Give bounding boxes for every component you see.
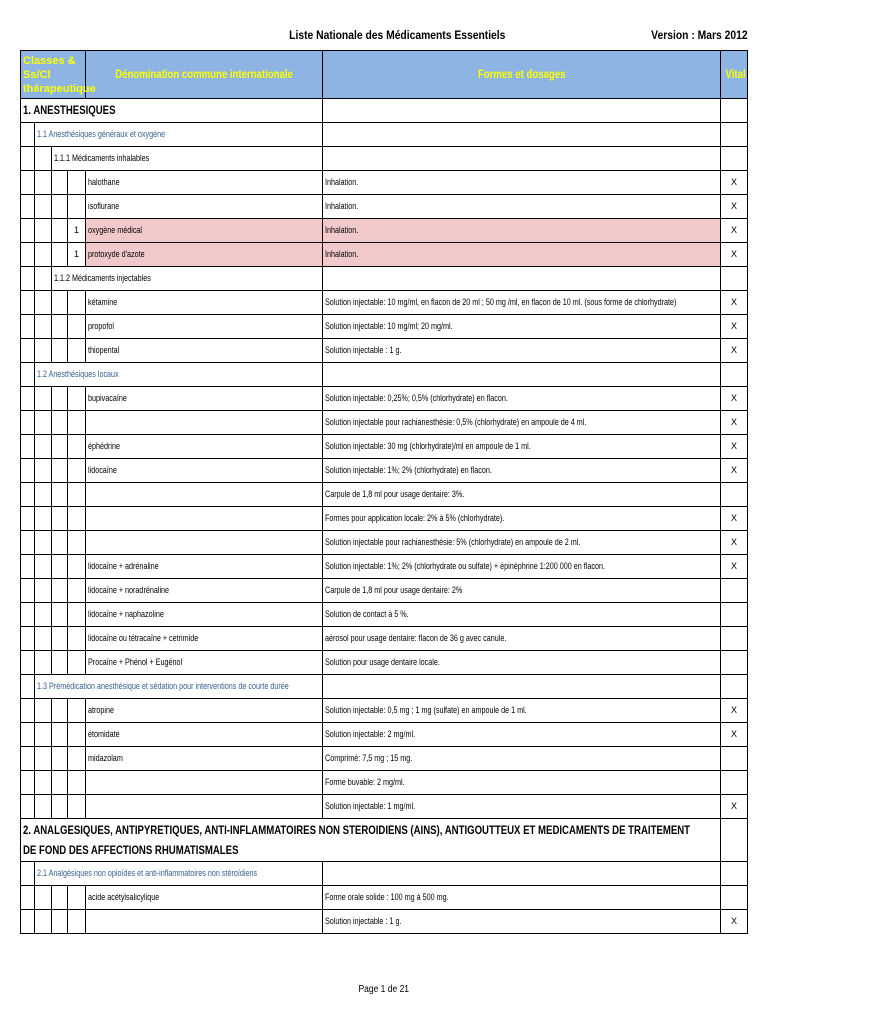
forme-cell: Solution injectable pour rachianesthésie: 5% (chlorhydrate) en ampoule de 2 ml. (325, 537, 581, 547)
forme-cell: Inhalation. (325, 225, 359, 235)
subsection-title: 1.2 Anesthésiques locaux (37, 369, 119, 379)
vital-mark: X (731, 441, 738, 451)
forme-cell: Solution injectable: 1 mg/ml. (325, 801, 416, 811)
table-row (21, 651, 748, 675)
subsubsection-row (21, 147, 748, 171)
forme-cell: Solution pour usage dentaire locale. (325, 657, 440, 667)
forme-cell: Solution injectable: 2 mg/ml. (325, 729, 416, 739)
forme-cell: Comprimé: 7,5 mg ; 15 mg. (325, 753, 413, 763)
table-row (21, 315, 748, 339)
dci-cell: atropine (88, 705, 115, 715)
forme-cell: Carpule de 1,8 ml pour usage dentaire: 2% (325, 585, 463, 595)
footnote-marker: 1 (74, 225, 80, 235)
section-title: 2. ANALGESIQUES, ANTIPYRETIQUES, ANTI-INFLAMMATOIRES NON STEROIDIENS (AINS), ANTIGOUTTEUX ET MEDICAMENTS DE TRAITEMENT DE FOND DES AFFECTIONS RHUMATISMALES (23, 823, 691, 857)
subsection-row (21, 123, 748, 147)
vital-mark: X (731, 201, 738, 211)
table-row (21, 339, 748, 363)
section-row (21, 819, 748, 862)
forme-cell: Inhalation. (325, 177, 359, 187)
table-row (21, 219, 748, 243)
dci-cell: propofol (88, 321, 115, 331)
forme-cell: Forme orale solide : 100 mg à 500 mg. (325, 892, 449, 902)
subsubsection-title: 1.1.1 Médicaments inhalables (54, 153, 150, 163)
table-row (21, 411, 748, 435)
subsection-row (21, 862, 748, 886)
footnote-marker: 1 (74, 249, 80, 259)
table-row (21, 723, 748, 747)
dci-cell: lidocaïne (88, 465, 117, 475)
table-row (21, 459, 748, 483)
dci-cell: halothane (88, 177, 120, 187)
section-row (21, 99, 748, 123)
table-row (21, 699, 748, 723)
table-row (21, 603, 748, 627)
table-row (21, 531, 748, 555)
forme-cell: Solution injectable : 1 g. (325, 345, 402, 355)
forme-cell: Solution injectable pour rachianesthésie: 0,5% (chlorhydrate) en ampoule de 4 ml. (325, 417, 587, 427)
column-header-dci: Dénomination commune internationale (86, 51, 323, 99)
page-footer (0, 984, 768, 995)
vital-mark: X (731, 345, 738, 355)
table-row (21, 910, 748, 934)
table-row (21, 555, 748, 579)
subsection-row (21, 675, 748, 699)
table-row (21, 195, 748, 219)
table-row (21, 579, 748, 603)
subsection-title: 2.1 Analgésiques non opioïdes et anti-inflammatoires non stéroïdiens (37, 868, 258, 878)
forme-cell: Carpule de 1,8 ml pour usage dentaire: 3%. (325, 489, 465, 499)
vital-mark: X (731, 801, 738, 811)
subsubsection-title: 1.1.2 Médicaments injectables (54, 273, 151, 283)
dci-cell: bupivacaïne (88, 393, 127, 403)
dci-cell: lidocaïne + noradrénaline (88, 585, 170, 595)
forme-cell: Forme buvable: 2 mg/ml. (325, 777, 405, 787)
column-header-classes: Classes & Ss/Cl thérapeutique (21, 51, 86, 99)
dci-cell: protoxyde d'azote (88, 249, 145, 259)
vital-mark: X (731, 177, 738, 187)
forme-cell: aérosol pour usage dentaire: flacon de 36 g avec canule. (325, 633, 507, 643)
vital-mark: X (731, 417, 738, 427)
forme-cell: Formes pour application locale: 2% à 5% (chlorhydrate). (325, 513, 505, 523)
vital-mark: X (731, 705, 738, 715)
dci-cell: oxygène médical (88, 225, 143, 235)
vital-mark: X (731, 561, 738, 571)
vital-mark: X (731, 729, 738, 739)
forme-cell: Solution injectable : 1 g. (325, 916, 402, 926)
vital-mark: X (731, 321, 738, 331)
table-row (21, 771, 748, 795)
forme-cell: Solution injectable: 30 mg (chlorhydrate)/ml en ampoule de 1 ml. (325, 441, 531, 451)
table-row (21, 886, 748, 910)
vital-mark: X (731, 537, 738, 547)
subsubsection-row (21, 267, 748, 291)
table-header-row (21, 51, 748, 99)
document-version: Version : Mars 2012 (651, 28, 748, 42)
subsection-title: 1.1 Anesthésiques généraux et oxygène (37, 129, 166, 139)
table-row (21, 747, 748, 771)
subsection-title: 1.3 Prémédication anesthésique et sédation pour interventions de courte durée (37, 681, 289, 691)
forme-cell: Inhalation. (325, 249, 359, 259)
forme-cell: Solution injectable: 10 mg/ml; 20 mg/ml. (325, 321, 453, 331)
dci-cell: étomidate (88, 729, 120, 739)
table-row (21, 387, 748, 411)
dci-cell: acide acétylsalicylique (88, 892, 160, 902)
forme-cell: Solution injectable: 0,25%; 0,5% (chlorhydrate) en flacon. (325, 393, 508, 403)
table-row (21, 483, 748, 507)
dci-cell: Procaïne + Phénol + Eugénol (88, 657, 183, 667)
table-row (21, 435, 748, 459)
dci-cell: kétamine (88, 297, 118, 307)
page-number: Page 1 de 21 (358, 984, 410, 995)
subsection-row (21, 363, 748, 387)
forme-cell: Solution de contact à 5 %. (325, 609, 409, 619)
dci-cell: isoflurane (88, 201, 120, 211)
forme-cell: Inhalation. (325, 201, 359, 211)
vital-mark: X (731, 297, 738, 307)
dci-cell: lidocaïne + adrénaline (88, 561, 159, 571)
column-header-formes: Formes et dosages (323, 51, 721, 99)
vital-mark: X (731, 393, 738, 403)
vital-mark: X (731, 249, 738, 259)
dci-cell: éphédrine (88, 441, 121, 451)
forme-cell: Solution injectable: 0,5 mg ; 1 mg (sulfate) en ampoule de 1 ml. (325, 705, 527, 715)
table-row (21, 291, 748, 315)
table-row (21, 243, 748, 267)
forme-cell: Solution injectable: 1%; 2% (chlorhydrate ou sulfate) + épinéphrine 1:200 000 en flacon. (325, 561, 606, 571)
table-row (21, 171, 748, 195)
column-header-vital: Vital (721, 51, 748, 99)
page-header (20, 28, 748, 46)
dci-cell: midazolam (88, 753, 123, 763)
medicines-table (20, 50, 748, 934)
document-title: Liste Nationale des Médicaments Essentiels (289, 28, 506, 42)
dci-cell: lidocaïne ou tétracaïne + cetrimide (88, 633, 199, 643)
vital-mark: X (731, 465, 738, 475)
vital-mark: X (731, 916, 738, 926)
section-title: 1. ANESTHESIQUES (23, 103, 116, 117)
dci-cell: thiopental (88, 345, 120, 355)
table-row (21, 507, 748, 531)
forme-cell: Solution injectable: 1%; 2% (chlorhydrate) en flacon. (325, 465, 492, 475)
vital-mark: X (731, 513, 738, 523)
dci-cell: lidocaïne + naphazoline (88, 609, 164, 619)
table-row (21, 795, 748, 819)
table-row (21, 627, 748, 651)
vital-mark: X (731, 225, 738, 235)
forme-cell: Solution injectable: 10 mg/ml, en flacon de 20 ml ; 50 mg /ml, en flacon de 10 ml. (sous forme de chlorhydrate) (325, 297, 677, 307)
